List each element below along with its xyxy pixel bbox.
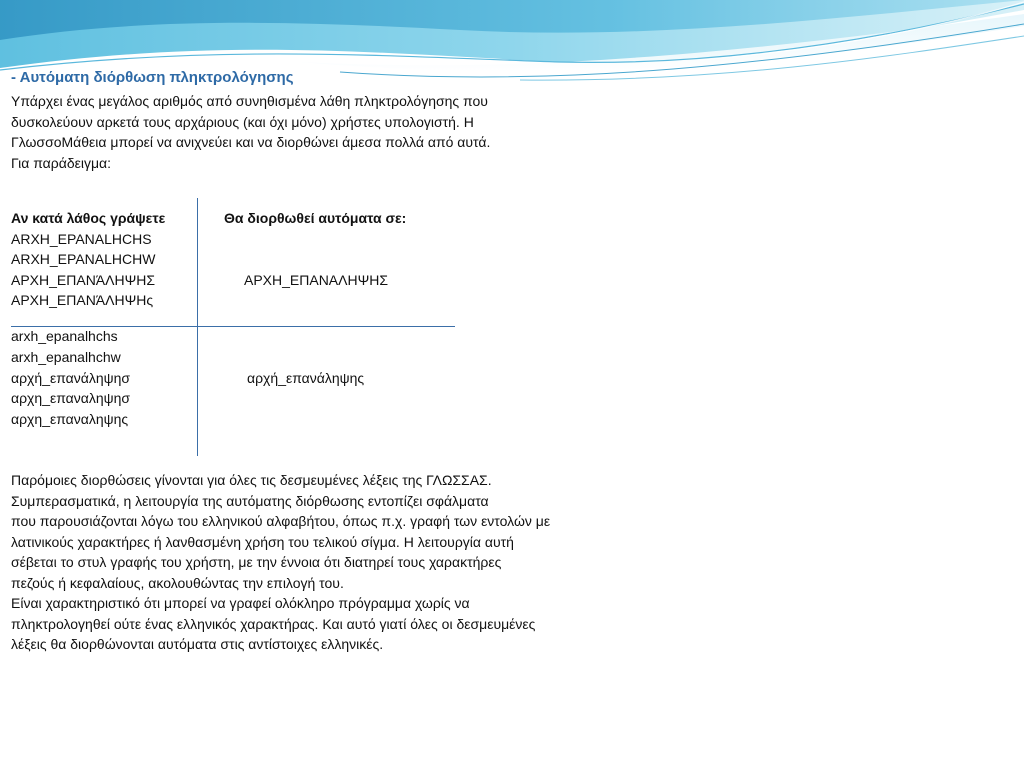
corrected-example: ΑΡΧΗ_ΕΠΑΝΑΛΗΨΗΣ — [244, 272, 389, 288]
conclusion-line: πεζούς ή κεφαλαίους, ακολουθώντας την επιλογή του. — [11, 575, 344, 591]
conclusion-line: πληκτρολογηθεί ούτε ένας ελληνικός χαρακτήρας. Και αυτό γιατί όλες οι δεσμευμένες — [11, 616, 536, 632]
typo-example: ARXH_EPANALHCHS — [11, 231, 152, 247]
intro-line: ΓλωσσοΜάθεια μπορεί να ανιχνεύει και να διορθώνει άμεσα πολλά από αυτά. — [11, 134, 491, 150]
intro-line: Υπάρχει ένας μεγάλος αριθμός από συνηθισμένα λάθη πληκτρολόγησης που — [11, 93, 488, 109]
typo-example: arxh_epanalhchw — [11, 349, 121, 365]
typo-example: ΑΡΧΗ_ΕΠΑΝΆΛΗΨΗΣ — [11, 272, 156, 288]
conclusion-line: Συμπερασματικά, η λειτουργία της αυτόματης διόρθωσης εντοπίζει σφάλματα — [11, 493, 489, 509]
typo-example: ARXH_EPANALHCHW — [11, 251, 156, 267]
table-vertical-divider — [197, 198, 198, 456]
table-header-right: Θα διορθωθεί αυτόματα σε: — [224, 210, 407, 226]
table-header-left: Αν κατά λάθος γράψετε — [11, 210, 166, 226]
conclusion-line: που παρουσιάζονται λόγω του ελληνικού αλφαβήτου, όπως π.χ. γραφή των εντολών με — [11, 513, 551, 529]
typo-example: αρχή_επανάληψησ — [11, 370, 131, 386]
slide-title: - Αυτόματη διόρθωση πληκτρολόγησης — [11, 69, 294, 86]
typo-example: αρχη_επαναληψησ — [11, 390, 131, 406]
intro-line: Για παράδειγμα: — [11, 155, 112, 171]
corrected-example: αρχή_επανάληψης — [247, 370, 365, 386]
typo-example: arxh_epanalhchs — [11, 328, 118, 344]
conclusion-line: Παρόμοιες διορθώσεις γίνονται για όλες τις δεσμευμένες λέξεις της ΓΛΩΣΣΑΣ. — [11, 472, 492, 488]
typo-example: ΑΡΧΗ_ΕΠΑΝΆΛΗΨΗς — [11, 292, 154, 308]
conclusion-line: λέξεις θα διορθώνονται αυτόματα στις αντίστοιχες ελληνικές. — [11, 636, 384, 652]
intro-line: δυσκολεύουν αρκετά τους αρχάριους (και όχι μόνο) χρήστες υπολογιστή. Η — [11, 114, 474, 130]
conclusion-line: λατινικούς χαρακτήρες ή λανθασμένη χρήση του τελικού σίγμα. Η λειτουργία αυτή — [11, 534, 514, 550]
conclusion-line: Είναι χαρακτηριστικό ότι μπορεί να γραφεί ολόκληρο πρόγραμμα χωρίς να — [11, 595, 470, 611]
conclusion-line: σέβεται το στυλ γραφής του χρήστη, με την έννοια ότι διατηρεί τους χαρακτήρες — [11, 554, 502, 570]
typo-example: αρχη_επαναληψης — [11, 411, 129, 427]
